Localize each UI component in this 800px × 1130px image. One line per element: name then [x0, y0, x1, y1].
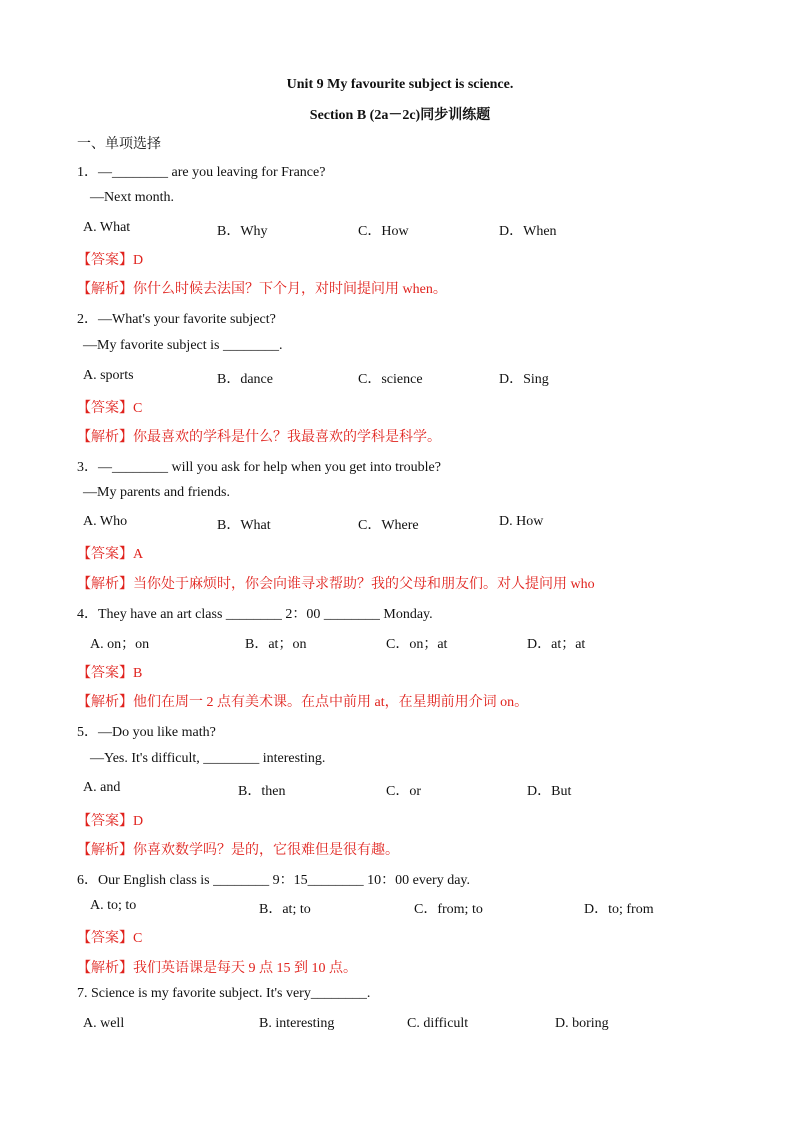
question-2-option-b: B．dance: [217, 372, 273, 387]
question-7-option-c: C. difficult: [407, 1016, 469, 1031]
question-2-answer: 【答案】C: [77, 401, 143, 416]
question-6-option-a: A. to; to: [90, 898, 137, 913]
question-1-option-b: B．Why: [217, 224, 268, 239]
question-3-option-c: C．Where: [358, 518, 419, 533]
question-2-option-c: C．science: [358, 372, 423, 387]
question-4-analysis: 【解析】他们在周一 2 点有美术课。在点中前用 at，在星期前用介词 on。: [77, 695, 529, 710]
question-3-analysis: 【解析】当你处于麻烦时，你会向谁寻求帮助？我的父母和朋友们。对人提问用 who: [77, 577, 595, 592]
question-2-option-a: A. sports: [83, 368, 134, 383]
question-5-option-a: A. and: [83, 780, 121, 795]
question-5-option-d: D．But: [527, 784, 572, 799]
question-3-option-b: B．What: [217, 518, 271, 533]
question-2-option-d: D．Sing: [499, 372, 549, 387]
question-1-option-a: A. What: [83, 220, 131, 235]
question-2-analysis: 【解析】你最喜欢的学科是什么？我最喜欢的学科是科学。: [77, 430, 441, 445]
question-3-stem: 3．—________ will you ask for help when you get into trouble?: [77, 460, 441, 475]
question-5-answer: 【答案】D: [77, 814, 144, 829]
question-1-reply: —Next month.: [90, 190, 174, 205]
question-7-option-b: B. interesting: [259, 1016, 335, 1031]
question-6-answer: 【答案】C: [77, 931, 143, 946]
question-6-stem: 6．Our English class is ________ 9：15________ 10：00 every day.: [77, 873, 470, 888]
document-title: Unit 9 My favourite subject is science.: [286, 77, 514, 92]
question-7-stem: 7. Science is my favorite subject. It's very________.: [77, 986, 371, 1001]
question-4-option-b: B．at；on: [245, 637, 307, 652]
question-6-option-d: D．to; from: [584, 902, 654, 917]
question-1-stem: 1．—________ are you leaving for France?: [77, 165, 326, 180]
question-5-reply: —Yes. It's difficult, ________ interesting.: [90, 751, 326, 766]
question-5-stem: 5．—Do you like math?: [77, 725, 216, 740]
question-6-option-c: C．from; to: [414, 902, 483, 917]
question-6-analysis: 【解析】我们英语课是每天 9 点 15 到 10 点。: [77, 961, 357, 976]
question-7-option-a: A. well: [83, 1016, 125, 1031]
question-2-reply: —My favorite subject is ________.: [83, 338, 283, 353]
question-3-option-d: D. How: [499, 514, 544, 529]
question-5-option-c: C．or: [386, 784, 421, 799]
question-1-option-c: C．How: [358, 224, 409, 239]
question-4-answer: 【答案】B: [77, 666, 143, 681]
question-3-option-a: A. Who: [83, 514, 128, 529]
question-4-option-d: D．at；at: [527, 637, 586, 652]
question-4-option-c: C．on；at: [386, 637, 448, 652]
question-4-option-a: A. on；on: [90, 637, 150, 652]
section-heading: 一、单项选择: [77, 137, 161, 152]
question-1-answer: 【答案】D: [77, 253, 144, 268]
question-6-option-b: B．at; to: [259, 902, 311, 917]
document-subtitle: Section B (2a－2c)同步训练题: [309, 108, 491, 123]
question-5-option-b: B．then: [238, 784, 286, 799]
question-3-answer: 【答案】A: [77, 547, 144, 562]
question-5-analysis: 【解析】你喜欢数学吗？是的，它很难但是很有趣。: [77, 843, 399, 858]
question-4-stem: 4．They have an art class ________ 2：00 ________ Monday.: [77, 607, 433, 622]
question-3-reply: —My parents and friends.: [83, 485, 230, 500]
question-7-option-d: D. boring: [555, 1016, 609, 1031]
question-1-analysis: 【解析】你什么时候去法国？下个月，对时间提问用 when。: [77, 282, 447, 297]
question-2-stem: 2．—What's your favorite subject?: [77, 312, 276, 327]
question-1-option-d: D．When: [499, 224, 557, 239]
